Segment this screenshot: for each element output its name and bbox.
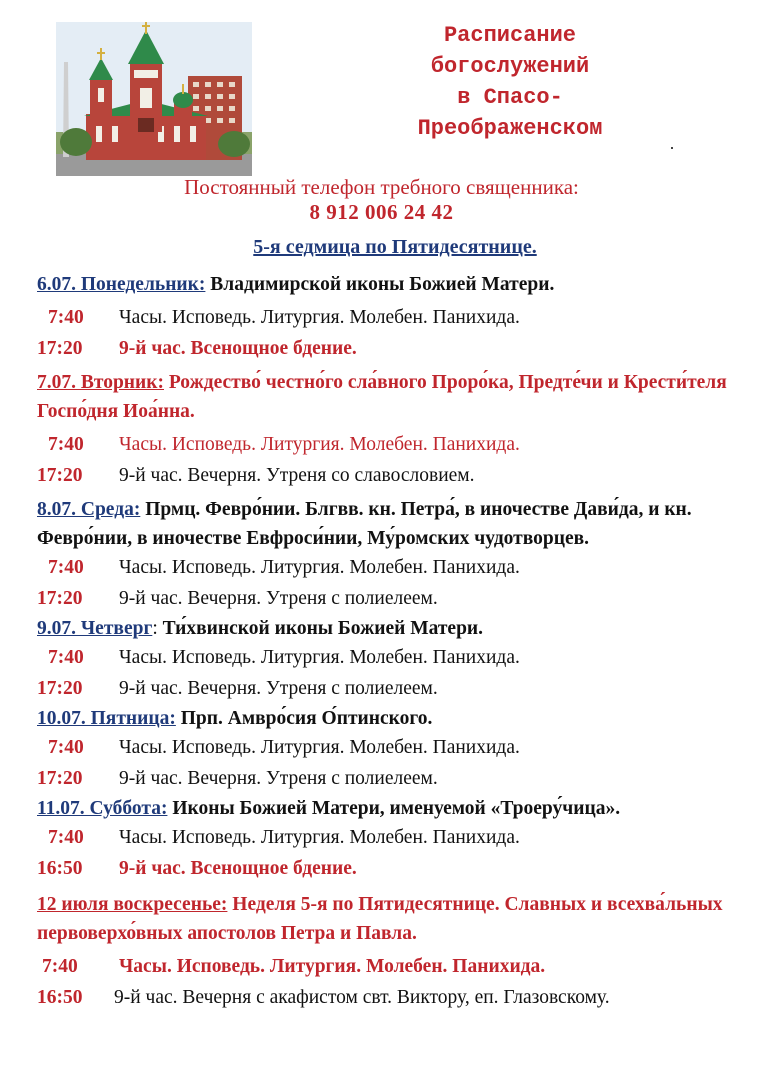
service-row (37, 430, 737, 461)
page-title (370, 20, 650, 144)
day-heading (37, 368, 737, 426)
service-desc: Часы. Исповедь. Литургия. Молебен. Панихида. (119, 827, 520, 848)
service-time: 17:20 (37, 464, 83, 486)
service-row (37, 334, 737, 365)
day-entry (37, 704, 737, 794)
service-desc: 9-й час. Вечерня. Утреня с полиелеем. (119, 587, 438, 609)
day-feast: Прп. Амвро́сия О́птинского. (175, 708, 433, 729)
day-heading (37, 794, 737, 823)
service-desc: Часы. Исповедь. Литургия. Молебен. Панихида. (119, 956, 546, 977)
service-row (37, 461, 737, 492)
day-feast: Прмц. Февро́нии. Блгвв. кн. Петра́, в иночестве Дави́да, и кн. Февро́нии, в иночестве Евфроси́нии, Му́ромских чудотворцев. (37, 499, 692, 549)
service-row (37, 854, 737, 885)
day-entry (37, 794, 737, 884)
day-heading (37, 614, 737, 643)
service-time: 17:20 (37, 337, 83, 359)
day-heading (37, 704, 737, 733)
day-feast: Владимирской иконы Божией Матери. (205, 274, 555, 295)
day-date: 12 июля воскресенье: (37, 894, 228, 915)
day-date: 6.07. Понедельник: (37, 274, 206, 295)
service-desc: Часы. Исповедь. Литургия. Молебен. Панихида. (119, 307, 520, 328)
service-time: 17:20 (37, 677, 83, 699)
day-date: 10.07. Пятница: (37, 708, 176, 729)
service-row (37, 983, 737, 1014)
service-desc: 9-й час. Вечерня с акафистом свт. Виктору, еп. Глазовскому. (114, 986, 610, 1008)
title-line-3: в Спасо- (457, 85, 563, 110)
service-time: 17:20 (37, 587, 83, 609)
service-desc: Часы. Исповедь. Литургия. Молебен. Панихида. (119, 557, 520, 578)
title-line-1: Расписание (443, 23, 577, 48)
service-row (37, 643, 737, 674)
day-entry (37, 890, 737, 1013)
phone-number: 8 912 006 24 42 (309, 200, 454, 224)
service-desc: 9-й час. Вечерня. Утреня с полиелеем. (119, 767, 438, 789)
day-separator: : (152, 618, 158, 639)
day-feast: Иконы Божией Матери, именуемой «Троеру́чица». (167, 798, 621, 819)
service-desc: 9-й час. Всенощное бдение. (119, 337, 357, 359)
church-photo (56, 22, 252, 176)
day-heading (37, 890, 737, 948)
service-row (37, 733, 737, 764)
service-time: 7:40 (48, 434, 84, 455)
day-heading (37, 495, 737, 553)
week-heading: 5-я седмица по Пятидесятнице. (253, 236, 537, 258)
day-date: 8.07. Среда: (37, 499, 141, 520)
day-feast: Рождество́ честно́го сла́вного Проро́ка, Предте́чи и Крести́теля Госпо́дня Иоа́нна. (37, 372, 727, 422)
schedule (37, 270, 737, 1013)
service-row (37, 952, 737, 983)
service-time: 7:40 (48, 647, 84, 668)
service-row (37, 303, 737, 334)
day-entry (37, 614, 737, 704)
service-desc: Часы. Исповедь. Литургия. Молебен. Панихида. (119, 737, 520, 758)
title-line-4: Преображенском (417, 116, 603, 141)
day-feast: Неделя 5-я по Пятидесятнице. Славных и всехва́льных первоверхо́вных апостолов Петра и Павла. (37, 894, 723, 944)
service-time: 7:40 (48, 307, 84, 328)
service-desc: Часы. Исповедь. Литургия. Молебен. Панихида. (119, 434, 520, 455)
service-row (37, 764, 737, 795)
service-desc: 9-й час. Всенощное бдение. (119, 857, 357, 879)
day-date: 7.07. Вторник: (37, 372, 164, 393)
day-entry (37, 270, 737, 364)
service-row (37, 553, 737, 584)
phone-label: Постоянный телефон требного священника: (184, 175, 579, 199)
service-time: 7:40 (42, 956, 78, 977)
service-desc: 9-й час. Вечерня. Утреня с полиелеем. (119, 677, 438, 699)
service-time: 7:40 (48, 557, 84, 578)
service-desc: 9-й час. Вечерня. Утреня со славословием. (119, 464, 475, 486)
day-date: 9.07. Четверг (37, 618, 153, 639)
day-entry (37, 495, 737, 614)
service-time: 16:50 (37, 857, 83, 879)
title-line-2: богослужений (430, 54, 590, 79)
service-time: 16:50 (37, 986, 83, 1008)
day-date: 11.07. Суббота: (37, 798, 168, 819)
stray-dot (671, 147, 673, 149)
service-row (37, 823, 737, 854)
day-entry (37, 368, 737, 491)
service-row (37, 674, 737, 705)
day-heading (37, 270, 737, 299)
service-time: 7:40 (48, 737, 84, 758)
service-row (37, 584, 737, 615)
day-feast: Ти́хвинской иконы Божией Матери. (157, 618, 484, 639)
service-desc: Часы. Исповедь. Литургия. Молебен. Панихида. (119, 647, 520, 668)
church-illustration (56, 22, 252, 176)
service-time: 17:20 (37, 767, 83, 789)
service-time: 7:40 (48, 827, 84, 848)
